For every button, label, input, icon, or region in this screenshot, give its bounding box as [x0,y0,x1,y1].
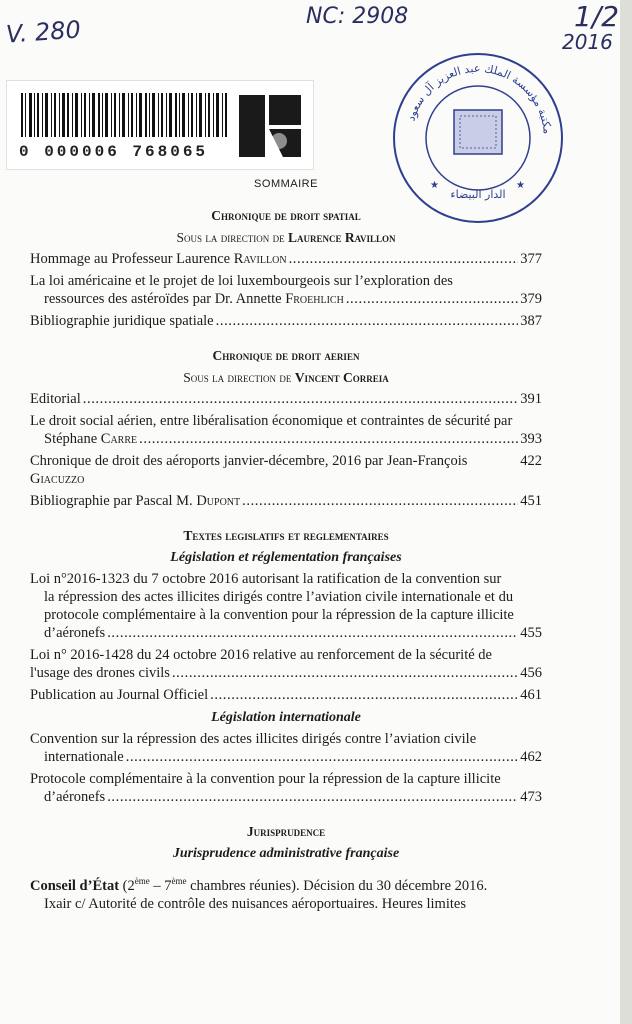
section-title-spatial: Chronique de droit spatial [211,208,361,223]
page-edge [620,0,632,1024]
page-number: 473 [520,789,542,805]
handwritten-nc-number: NC: 2908 [306,4,409,29]
section-title-textes: Textes legislatifs et reglementaires [183,528,389,543]
library-logo-icon [239,95,301,157]
stamp-outer-text: مكتبة مؤسسة الملك عبد العزيز آل سعود [404,61,554,135]
svg-text:★: ★ [516,180,525,191]
toc-entry[interactable]: Loi n° 2016-1428 du 24 octobre 2016 relative au renforcement de la sécurité de l'usage des drones civils ..... 456 [30,646,542,682]
subsection-title-francaise: Législation et réglementation françaises [170,550,402,565]
section-direction-spatial: Sous la direction de Laurence Ravillon [176,230,396,245]
page-number: 456 [520,665,542,681]
toc-entry[interactable]: Le droit social aérien, entre libéralisation économique et contraintes de sécurité par Stéphane Carre ..... 393 [30,412,542,448]
handwritten-year: 2016 [562,30,613,54]
toc-entry[interactable]: Convention sur la répression des actes illicites dirigés contre l’aviation civile internationale ..... 462 [30,730,542,766]
handwritten-fraction: 1/2 [574,0,620,33]
page-number: 387 [520,313,542,329]
sommaire-heading: SOMMAIRE [254,178,318,190]
handwritten-reference: V. 280 [5,15,82,49]
page-number: 422 [520,453,542,469]
page-number: 393 [520,431,542,447]
page-number: 461 [520,687,542,703]
toc-entry[interactable]: Bibliographie par Pascal M. Dupont ..... 451 [30,492,542,510]
barcode-digits: 0 000006 768065 [19,143,209,161]
subsection-title-administrative: Jurisprudence administrative française [172,846,400,861]
section-direction-aerien: Sous la direction de Vincent Correia [183,370,389,385]
toc-entry[interactable]: Hommage au Professeur Laurence Ravillon ..... 377 [30,250,542,268]
page-number: 455 [520,625,542,641]
barcode-icon [21,93,227,137]
toc-entry[interactable]: Loi n°2016-1323 du 7 octobre 2016 autorisant la ratification de la convention sur la répression des actes illicites dirigés contre l’aviation civile internationale et du protocole complémentaire à la convention pour la répression de la capture illicite d’aéronefs ..... 455 [30,570,542,642]
toc-entry-conseil-etat[interactable]: Conseil d’État (2ème – 7ème chambres réunies). Décision du 30 décembre 2016. Ixair c/ Autorité de contrôle des nuisances aéroportuaires. Heures limites [30,876,488,912]
page-number: 377 [520,251,542,267]
section-title-aerien: Chronique de droit aerien [212,348,360,363]
toc-entry[interactable]: La loi américaine et le projet de loi luxembourgeois sur l’exploration des ressources des astéroïdes par Dr. Annette Froehlich ..... 379 [30,272,542,308]
toc-entry[interactable]: Chronique de droit des aéroports janvier-décembre, 2016 par Jean-François Giacuzzo 422 [30,453,542,487]
page-number: 462 [520,749,542,765]
toc-entry[interactable]: Bibliographie juridique spatiale ..... 387 [30,312,542,330]
toc-entry[interactable]: Publication au Journal Officiel ..... 461 [30,686,542,704]
section-title-jurisprudence: Jurisprudence [246,824,326,839]
toc-entry[interactable]: Protocole complémentaire à la convention pour la répression de la capture illicite d’aéronefs ..... 473 [30,770,542,806]
table-of-contents [30,176,542,913]
page-number: 451 [520,493,542,509]
page-number: 391 [520,391,542,407]
toc-entry[interactable]: Editorial ..... 391 [30,390,542,408]
subsection-title-internationale: Législation internationale [211,710,361,725]
page-number: 379 [520,291,542,307]
svg-text:★: ★ [430,180,439,191]
barcode-label [6,80,314,170]
stamp-city: الدار البيضاء [450,188,506,201]
